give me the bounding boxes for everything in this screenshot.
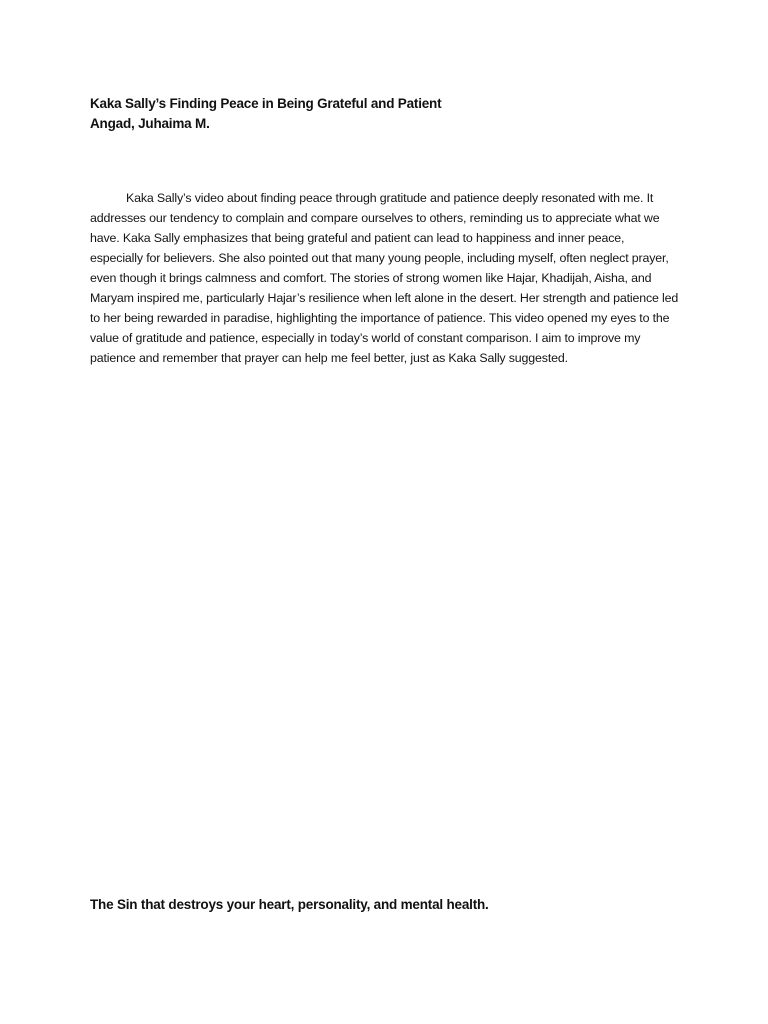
document-title: Kaka Sally’s Finding Peace in Being Grateful and Patient: [90, 96, 442, 111]
document-author: Angad, Juhaima M.: [90, 116, 210, 131]
body-paragraph: Kaka Sally’s video about finding peace through gratitude and patience deeply resonated with me. It addresses our tendency to complain and compare ourselves to others, reminding us to appreciate what we have. Kaka Sally emphasizes that being grateful and patient can lead to happiness and inner peace, especially for believers. She also pointed out that many young people, including myself, often neglect prayer, even though it brings calmness and comfort. The stories of strong women like Hajar, Khadijah, Aisha, and Maryam inspired me, particularly Hajar’s resilience when left alone in the desert. Her strength and patience led to her being rewarded in paradise, highlighting the importance of patience. This video opened my eyes to the value of gratitude and patience, especially in today’s world of constant comparison. I aim to improve my patience and remember that prayer can help me feel better, just as Kaka Sally suggested.: [90, 191, 679, 365]
section-heading: The Sin that destroys your heart, personality, and mental health.: [90, 897, 489, 912]
document-header: [90, 94, 690, 134]
